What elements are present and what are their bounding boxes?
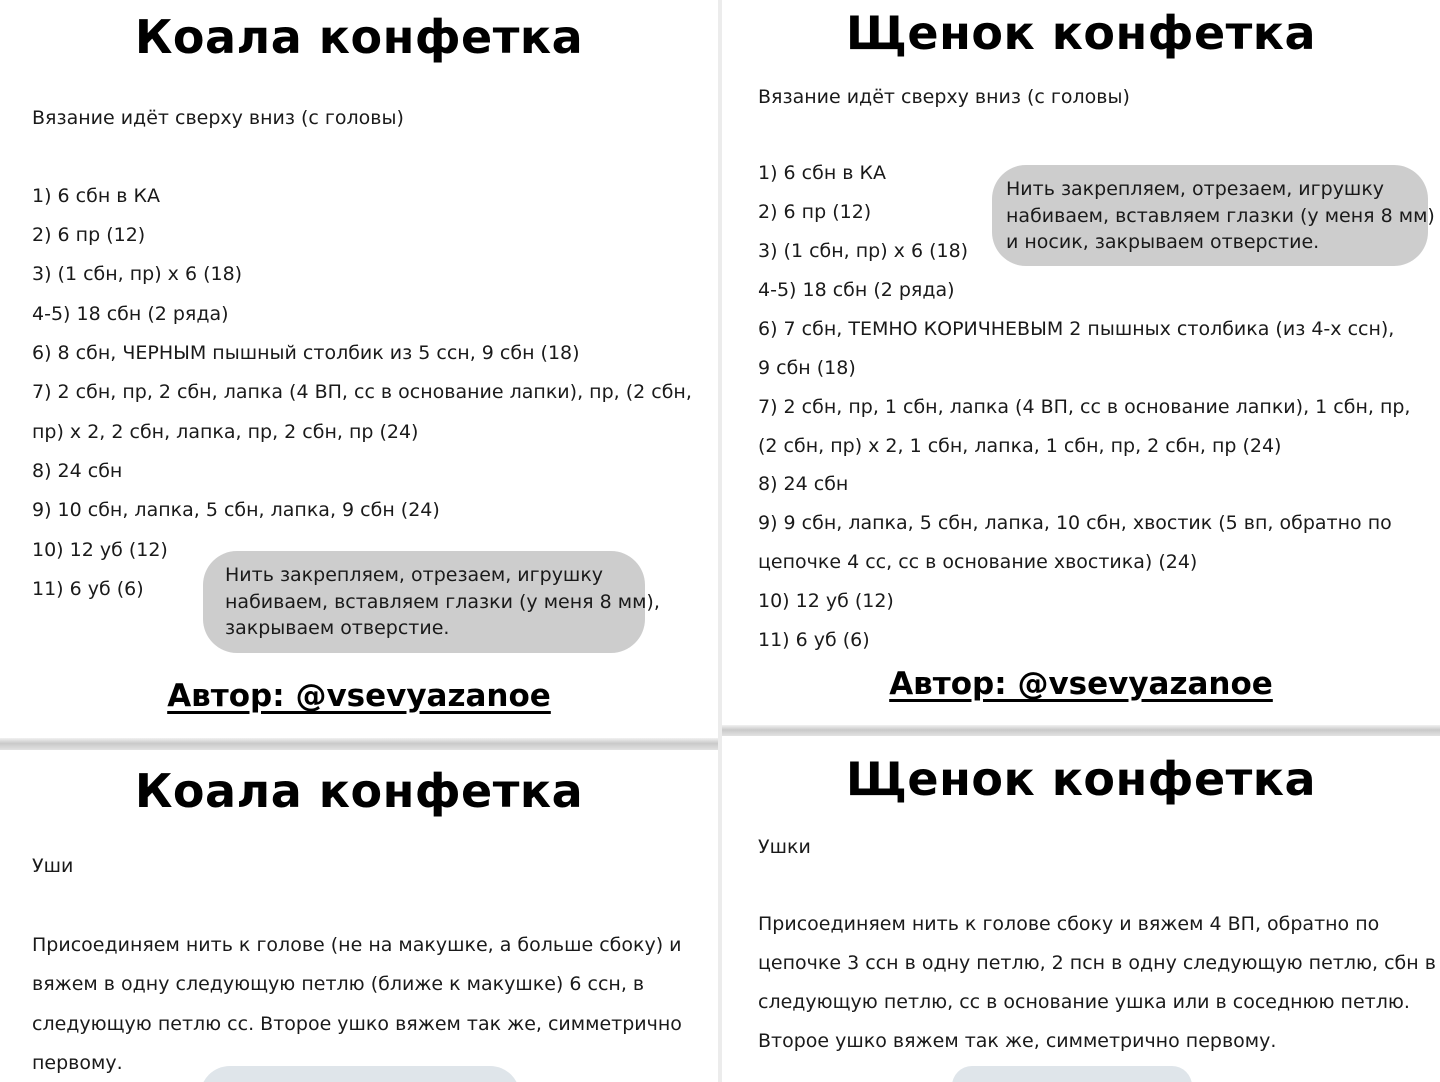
author-credit: Автор: @vsevyazanoe <box>167 678 551 714</box>
page-title: Щенок конфетка <box>845 6 1317 60</box>
note-line: Нить закрепляем, отрезаем, игрушку <box>225 564 604 586</box>
note-line: закрываем отверстие. <box>225 617 450 639</box>
pattern-row: 11) 6 уб (6) <box>32 578 144 600</box>
intro-text: Вязание идёт сверху вниз (с головы) <box>32 107 404 129</box>
pattern-row: 2) 6 пр (12) <box>32 224 146 246</box>
note-bubble <box>992 165 1435 266</box>
note-line: и носик, закрываем отверстие. <box>1006 231 1320 253</box>
pattern-row: 9) 10 сбн, лапка, 5 сбн, лапка, 9 сбн (24) <box>32 499 440 521</box>
note-line: Нить закрепляем, отрезаем, игрушку <box>1006 178 1385 200</box>
pattern-row: 1) 6 сбн в КА <box>758 162 887 184</box>
pattern-row: 4-5) 18 сбн (2 ряда) <box>32 303 229 325</box>
pattern-row: 6) 7 сбн, ТЕМНО КОРИЧНЕВЫМ 2 пышных столбика (из 4-х ссн), <box>758 318 1395 340</box>
instruction-line: следующую петлю, сс в основание ушка или в соседнюю петлю. <box>758 991 1410 1013</box>
note-bubble-partial <box>200 1066 520 1082</box>
pattern-row: 7) 2 сбн, пр, 2 сбн, лапка (4 ВП, сс в основание лапки), пр, (2 сбн, <box>32 381 692 403</box>
pattern-row: 1) 6 сбн в КА <box>32 185 161 207</box>
instruction-line: Присоединяем нить к голове (не на макушке, а больше сбоку) и <box>32 934 682 956</box>
panel-separator <box>0 738 718 750</box>
instruction-line: вяжем в одну следующую петлю (ближе к макушке) 6 ссн, в <box>32 973 645 995</box>
author-credit: Автор: @vsevyazanoe <box>889 666 1273 702</box>
instruction-line: Второе ушко вяжем так же, симметрично первому. <box>758 1030 1277 1052</box>
pattern-row: 8) 24 сбн <box>32 460 123 482</box>
panel-separator <box>722 725 1440 736</box>
puppy-ears-panel <box>722 736 1440 1082</box>
pattern-row: 6) 8 сбн, ЧЕРНЫМ пышный столбик из 5 ссн, 9 сбн (18) <box>32 342 580 364</box>
pattern-row: 3) (1 сбн, пр) х 6 (18) <box>758 240 969 262</box>
note-bubble-partial <box>952 1066 1192 1082</box>
page-title: Коала конфетка <box>134 764 584 818</box>
instruction-line: цепочке 3 ссн в одну петлю, 2 псн в одну следующую петлю, сбн в <box>758 952 1436 974</box>
note-line: набиваем, вставляем глазки (у меня 8 мм) <box>1006 204 1435 227</box>
koala-pattern-panel <box>0 0 718 738</box>
pattern-row: 8) 24 сбн <box>758 473 849 495</box>
pattern-row: 10) 12 уб (12) <box>32 539 168 561</box>
pattern-row: 3) (1 сбн, пр) х 6 (18) <box>32 263 243 285</box>
pattern-row: (2 сбн, пр) х 2, 1 сбн, лапка, 1 сбн, пр, 2 сбн, пр (24) <box>758 435 1282 457</box>
pattern-row: 2) 6 пр (12) <box>758 201 872 223</box>
intro-text: Вязание идёт сверху вниз (с головы) <box>758 86 1130 108</box>
pattern-row: цепочке 4 сс, сс в основание хвостика) (24) <box>758 551 1198 573</box>
pattern-row: 9) 9 сбн, лапка, 5 сбн, лапка, 10 сбн, хвостик (5 вп, обратно по <box>758 512 1392 534</box>
koala-ears-panel <box>0 750 718 1082</box>
instruction-line: Присоединяем нить к голове сбоку и вяжем 4 ВП, обратно по <box>758 913 1380 935</box>
pattern-row: 9 сбн (18) <box>758 357 856 379</box>
page-title: Щенок конфетка <box>845 752 1317 806</box>
pattern-row: 7) 2 сбн, пр, 1 сбн, лапка (4 ВП, сс в основание лапки), 1 сбн, пр, <box>758 396 1411 418</box>
instruction-line: первому. <box>32 1052 123 1074</box>
note-line: набиваем, вставляем глазки (у меня 8 мм), <box>225 590 660 613</box>
pattern-row: 10) 12 уб (12) <box>758 590 894 612</box>
note-bubble <box>203 551 660 653</box>
puppy-pattern-panel <box>722 0 1440 725</box>
section-heading: Ушки <box>758 836 811 858</box>
instruction-line: следующую петлю сс. Второе ушко вяжем так же, симметрично <box>32 1013 682 1035</box>
section-heading: Уши <box>32 855 74 877</box>
pattern-row: 11) 6 уб (6) <box>758 629 870 651</box>
pattern-row: 4-5) 18 сбн (2 ряда) <box>758 279 955 301</box>
page-title: Коала конфетка <box>134 10 584 64</box>
pattern-row: пр) х 2, 2 сбн, лапка, пр, 2 сбн, пр (24) <box>32 421 419 443</box>
